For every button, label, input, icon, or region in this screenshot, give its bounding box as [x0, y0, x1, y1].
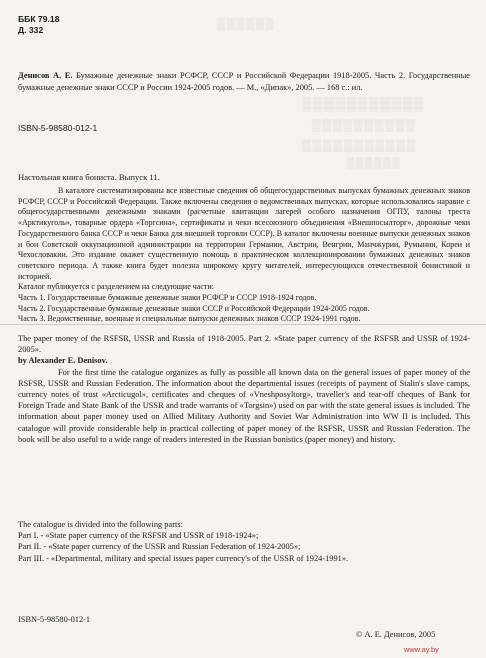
english-annotation	[18, 333, 470, 445]
bleed-through-decoration: ▒▒▒▒▒▒	[215, 18, 274, 30]
english-title: The paper money of the RSFSR, USSR and Russia of 1918-2005. Part 2. «State paper currency of the RSFSR and USSR of 1924-2005».	[18, 334, 470, 355]
russian-part-item: Часть 3. Ведомственные, военные и специальные выпуски денежных знаков СССР 1924-1991 годов.	[18, 314, 361, 324]
russian-annotation	[18, 186, 470, 325]
english-catalog-intro: The catalogue is divided into the following parts:	[18, 520, 183, 529]
udk-code: Д. 332	[18, 25, 44, 35]
english-parts-list	[18, 519, 470, 564]
isbn-bottom: ISBN-5-98580-012-1	[18, 615, 91, 624]
english-author: by Alexander E. Denisov.	[18, 356, 108, 366]
section-divider	[0, 324, 486, 325]
series-note: Настольная книга бониста. Выпуск 11.	[18, 172, 160, 182]
bleed-through-decoration: ▒▒▒▒▒▒	[345, 158, 400, 169]
bbk-code: ББК 79.18	[18, 14, 60, 24]
bleed-through-decoration: ▒▒▒▒▒▒▒▒▒▒▒	[300, 96, 424, 111]
russian-part-item: Часть 2. Государственные бумажные денежные знаки СССР и Российской Федерации 1924-2005 годов.	[18, 303, 370, 313]
site-watermark: www.ay.by	[404, 645, 439, 654]
bibliographic-record	[18, 70, 470, 93]
author-name: Денисов А. Е.	[18, 71, 73, 80]
russian-part-item: Часть 1. Государственные бумажные денежные знаки РСФСР и СССР 1918-1924 годов.	[18, 293, 317, 303]
english-part-item: Part I. - «State paper currency of the RSFSR and USSR of 1918-1924»;	[18, 531, 259, 541]
russian-paragraph: В каталоге систематизированы все известные сведения об общегосударственных выпусках бумажных денежных знаков РСФСР, СССР и Российской Федерации. Также включены сведения о ведомственных выпусках, которые использовались наравне с общегосударственными денежными знаками (расчетные квитанции лагерей особого назначения ОГПУ, талоны треста «Арктикуголь», товарные ордера «Торгсина», сертификаты и чеки всесоюзного объединения «Внешпосылторг», дорожные чеки Государственного банка СССР и чеки Банка для внешней торговли СССР). В каталог включены военные выпуски денежных знаков и бон Советской оккупационной администрации на территории Германии, Австрии, Венгрии, Манчжурии, Румынии, Кореи и Чехословакии. Это издание окажет существенную помощь в практическом коллекционировании бумажных денежных знаков советского периода. А также книга будет полезна широкому кругу читателей, интересующихся отечественной бонистикой и историей.	[18, 186, 470, 281]
english-paragraph: For the first time the catalogue organizes as fully as possible all known data on the general issues of paper money of the RSFSR, USSR and Russian Federation. The information about the departmental issues (receipts of payment of Stalin's slave camps, currency notes of trust «Arcticugol», certificates and cheques of «Vneshposyltorg», traveller's and tear-off cheques of Bank for Foreign Trade and State Bank of the USSR and trade warrants of «Torgsin») used on par with the state general issues is included. The information about paper money used on Allied Military Authority and Soviet War Administration into WW II is included. This catalogue will provide considerable help in practical collecting of paper money of the RSFSR, USSR and Russian Federation. The book will be also useful to a wide range of readers interested in the Russian bonistics (paper money) and history.	[18, 367, 470, 444]
english-part-item: Part II. - «State paper currency of the USSR and Russian Federation of 1924-2005»;	[18, 542, 301, 552]
bleed-through-decoration: ▒▒▒▒▒▒▒▒▒▒▒	[300, 138, 416, 152]
bibliographic-text: Бумажные денежные знаки РСФСР, СССР и Российской Федерации 1918-2005. Часть 2. Государственные бумажные денежные знаки СССР и России 1924-2005 годов. — М., «Дипак», 2005. — 168 с.: ил.	[18, 71, 470, 92]
bbk-classification	[18, 14, 60, 36]
bleed-through-decoration: ▒▒▒▒▒▒▒▒▒▒	[310, 118, 416, 132]
copyright-notice: © А. Е. Денисов, 2005	[356, 630, 436, 639]
russian-catalog-intro: Каталог публикуется с разделением на следующие части:	[18, 282, 214, 292]
english-part-item: Part III. - «Departmental, military and special issues paper currency's of the USSR of 1924-1991».	[18, 553, 349, 563]
isbn-top: ISBN-5-98580-012-1	[18, 123, 98, 133]
